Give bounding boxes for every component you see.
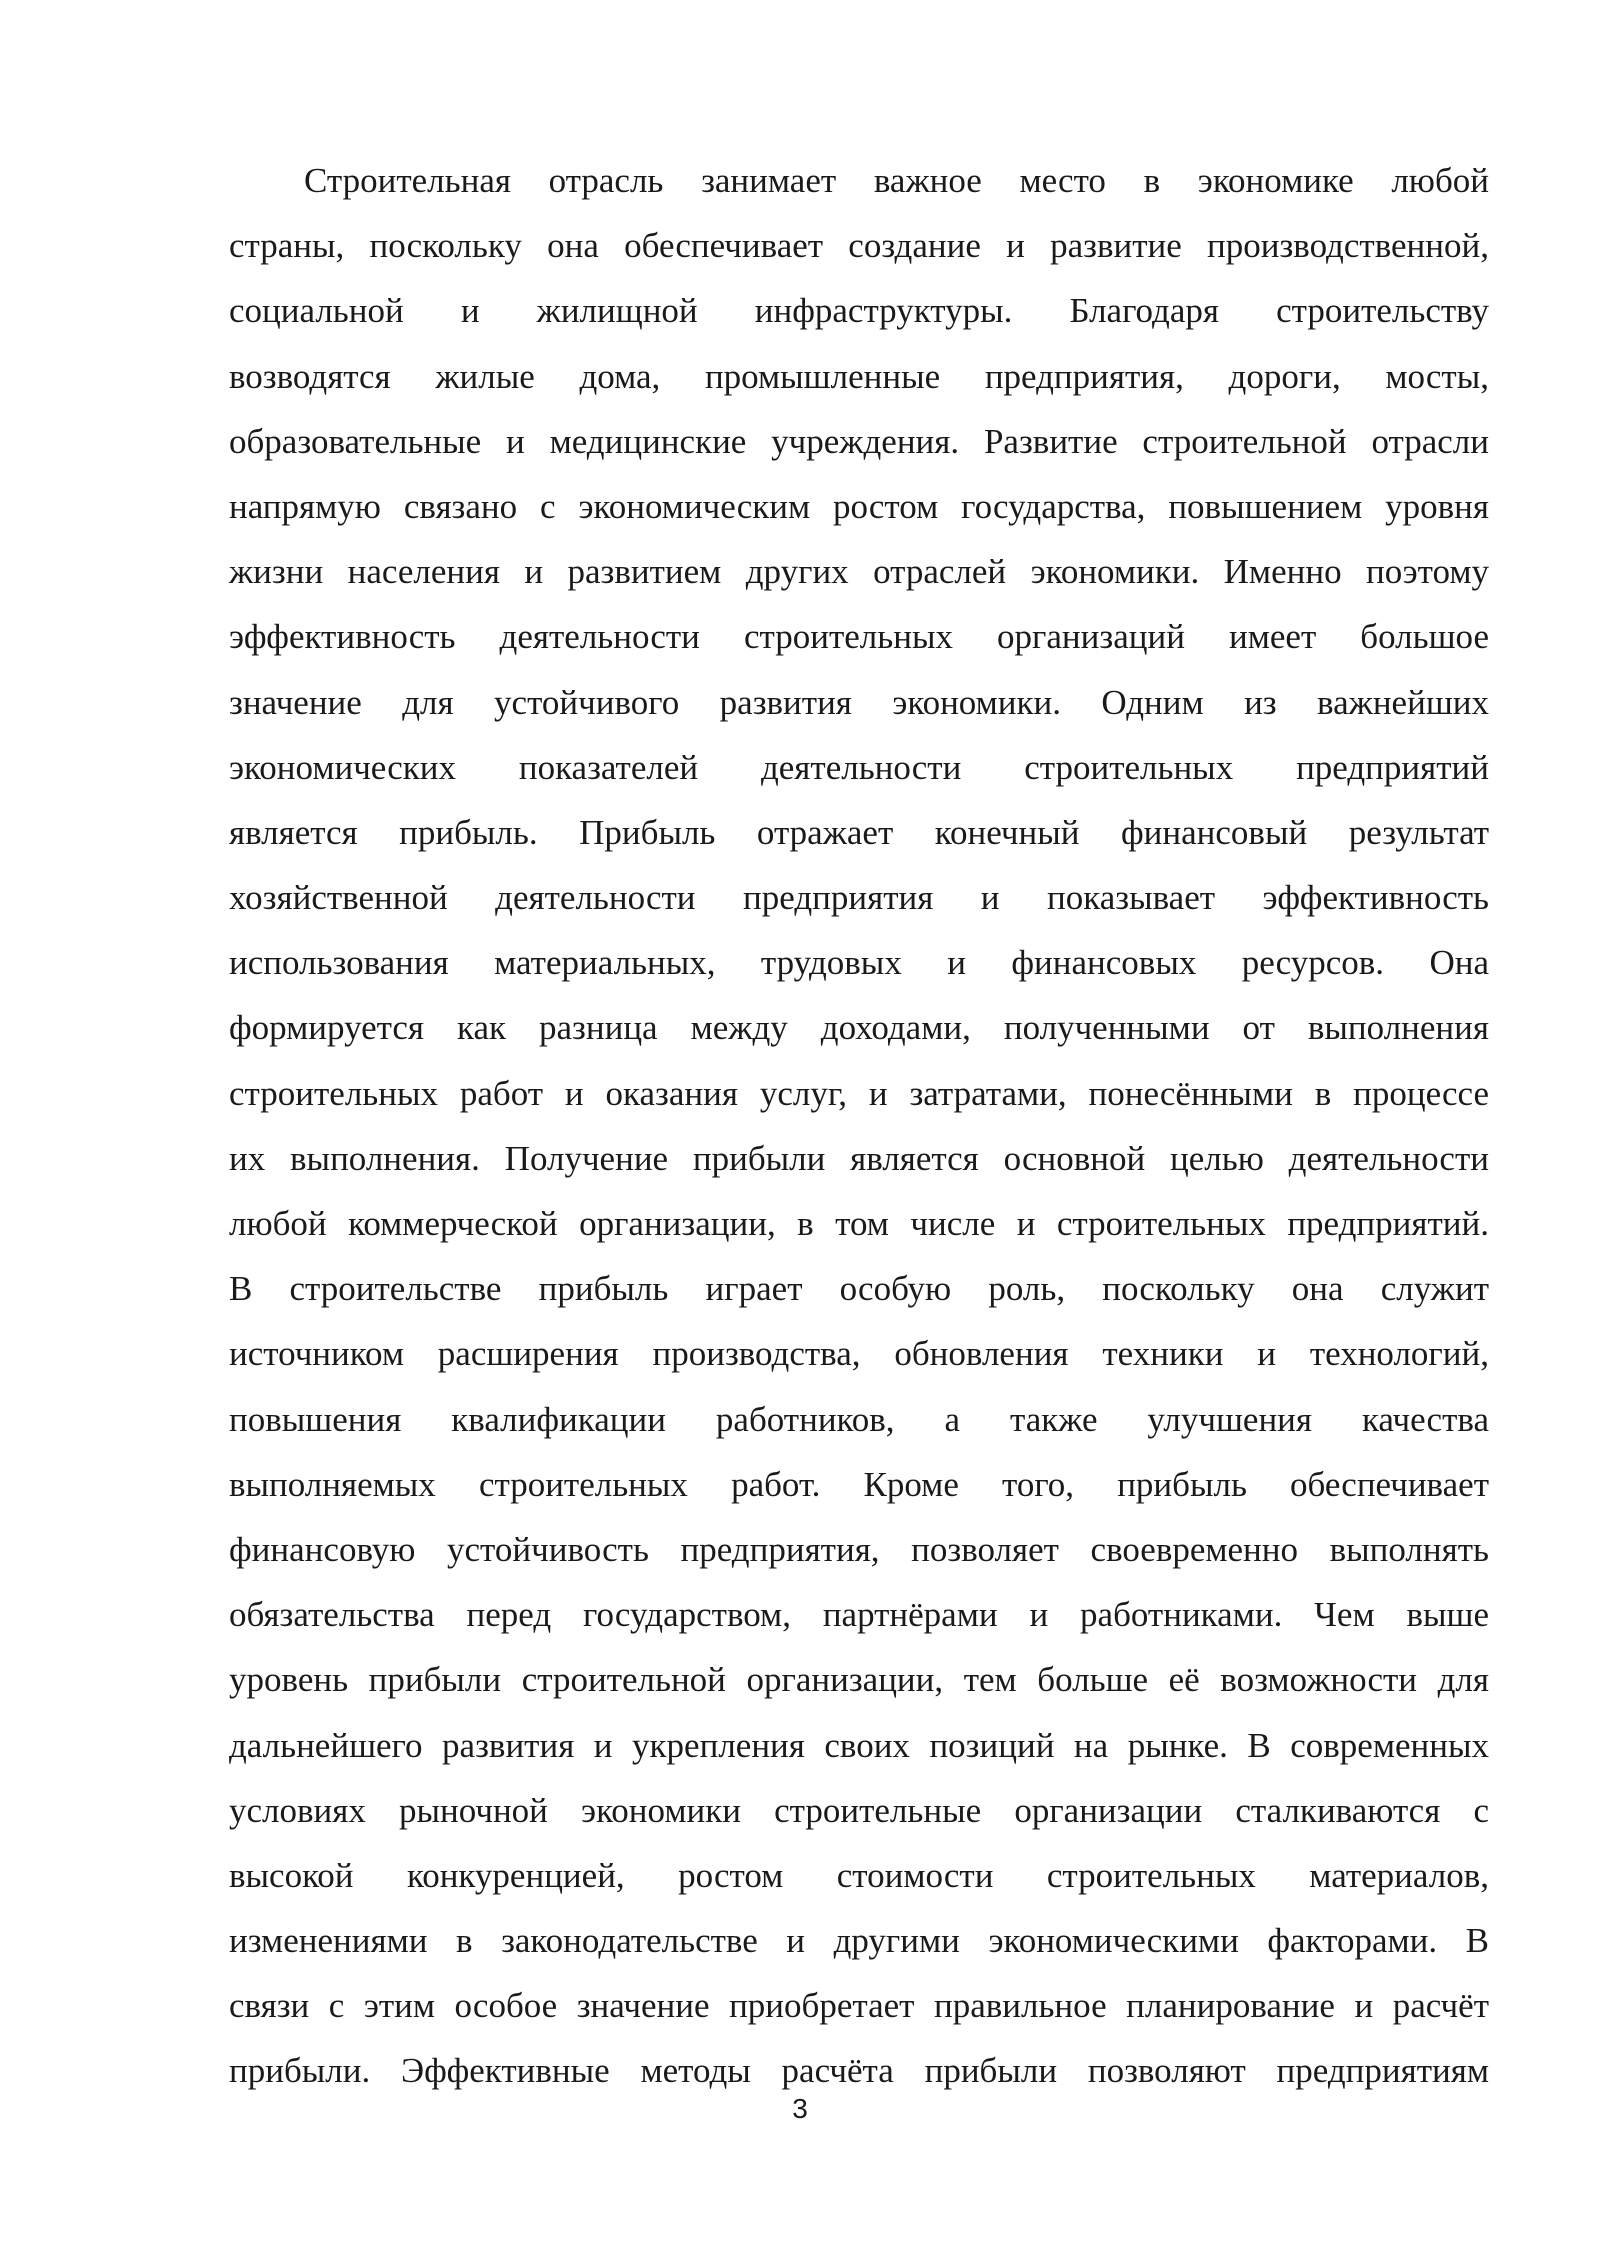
text-line: связи с этим особое значение приобретает правильное планирование и расчёт	[229, 1986, 1489, 2026]
text-line: жизни населения и развитием других отраслей экономики. Именно поэтому	[229, 552, 1489, 592]
text-line: образовательные и медицинские учреждения. Развитие строительной отрасли	[229, 421, 1489, 461]
text-line: хозяйственной деятельности предприятия и показывает эффективность	[229, 878, 1489, 918]
text-line: высокой конкуренцией, ростом стоимости строительных материалов,	[229, 1855, 1489, 1895]
text-line: возводятся жилые дома, промышленные предприятия, дороги, мосты,	[229, 356, 1489, 396]
text-line: эффективность деятельности строительных организаций имеет большое	[229, 617, 1489, 657]
text-line: напрямую связано с экономическим ростом государства, повышением уровня	[229, 486, 1489, 526]
page-number: 3	[792, 2093, 808, 2124]
text-line: дальнейшего развития и укрепления своих позиций на рынке. В современных	[229, 1725, 1489, 1765]
text-line: условиях рыночной экономики строительные организации сталкиваются с	[229, 1790, 1489, 1830]
text-line: финансовую устойчивость предприятия, позволяет своевременно выполнять	[229, 1529, 1489, 1569]
text-line: строительных работ и оказания услуг, и затратами, понесёнными в процессе	[229, 1073, 1489, 1113]
text-line: страны, поскольку она обеспечивает создание и развитие производственной,	[229, 226, 1489, 266]
text-line: социальной и жилищной инфраструктуры. Благодаря строительству	[229, 291, 1489, 331]
text-line: использования материальных, трудовых и финансовых ресурсов. Она	[229, 943, 1489, 983]
text-line: источником расширения производства, обновления техники и технологий,	[229, 1334, 1489, 1374]
text-line: выполняемых строительных работ. Кроме того, прибыль обеспечивает	[229, 1464, 1489, 1504]
text-line: значение для устойчивого развития экономики. Одним из важнейших	[229, 682, 1489, 722]
text-line: экономических показателей деятельности строительных предприятий	[229, 747, 1489, 787]
text-line: прибыли. Эффективные методы расчёта прибыли позволяют предприятиям	[229, 2051, 1489, 2091]
text-line: их выполнения. Получение прибыли является основной целью деятельности	[229, 1138, 1489, 1178]
text-line: уровень прибыли строительной организации, тем больше её возможности для	[229, 1660, 1489, 1700]
body-paragraph	[229, 148, 1489, 2104]
text-line: любой коммерческой организации, в том числе и строительных предприятий.	[229, 1204, 1489, 1243]
text-line: формируется как разница между доходами, полученными от выполнения	[229, 1008, 1489, 1048]
text-line: повышения квалификации работников, а также улучшения качества	[229, 1399, 1489, 1439]
text-line: изменениями в законодательстве и другими экономическими факторами. В	[229, 1921, 1489, 1961]
text-line: Строительная отрасль занимает важное место в экономике любой	[304, 161, 1489, 200]
text-line: В строительстве прибыль играет особую роль, поскольку она служит	[229, 1269, 1489, 1309]
text-line: обязательства перед государством, партнёрами и работниками. Чем выше	[229, 1595, 1489, 1635]
text-line: является прибыль. Прибыль отражает конечный финансовый результат	[229, 812, 1489, 852]
